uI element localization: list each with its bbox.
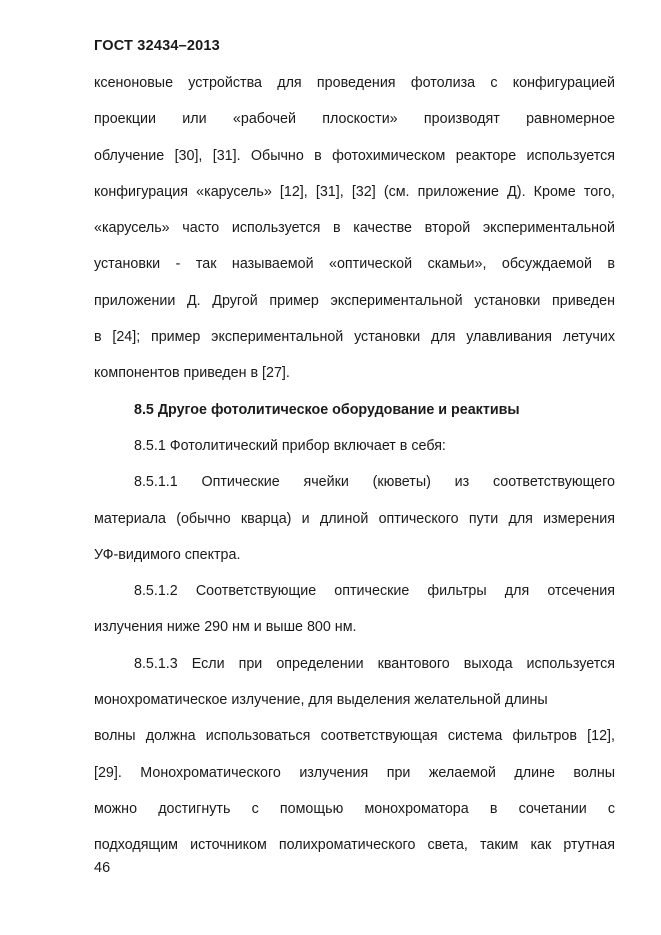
document-body: [94, 65, 615, 864]
text-line: [29]. Монохроматического излучения при желаемой длине волны: [94, 764, 615, 781]
text-line: в [24]; пример экспериментальной установки для улавливания летучих: [94, 329, 615, 346]
page-number: 46: [94, 860, 111, 876]
text-line: 8.5.1.1 Оптические ячейки (кюветы) из соответствующего: [134, 474, 615, 491]
text-line: УФ-видимого спектра.: [94, 546, 241, 563]
text-line: проекции или «рабочей плоскости» производят равномерное: [94, 111, 615, 128]
text-line: облучение [30], [31]. Обычно в фотохимическом реакторе используется: [94, 147, 615, 164]
text-line: 8.5.1.2 Соответствующие оптические фильтры для отсечения: [134, 583, 615, 600]
text-line: волны должна использоваться соответствующая система фильтров [12],: [94, 728, 615, 745]
text-line: компонентов приведен в [27].: [94, 365, 290, 382]
text-line: 8.5.1 Фотолитический прибор включает в себя:: [134, 437, 446, 454]
text-line: материала (обычно кварца) и длиной оптического пути для измерения: [94, 510, 615, 527]
document-header: ГОСТ 32434–2013: [94, 38, 220, 54]
text-line: «карусель» часто используется в качестве второй экспериментальной: [94, 220, 615, 237]
text-line: конфигурация «карусель» [12], [31], [32] (см. приложение Д). Кроме того,: [94, 183, 615, 200]
section-heading: 8.5 Другое фотолитическое оборудование и реактивы: [134, 401, 520, 418]
text-line: можно достигнуть с помощью монохроматора в сочетании с: [94, 800, 615, 817]
text-line: монохроматическое излучение, для выделения желательной длины: [94, 692, 548, 709]
text-line: 8.5.1.3 Если при определении квантового выхода используется: [134, 655, 615, 672]
text-line: установки - так называемой «оптической скамьи», обсуждаемой в: [94, 256, 615, 273]
text-line: излучения ниже 290 нм и выше 800 нм.: [94, 619, 357, 636]
text-line: подходящим источником полихроматического света, таким как ртутная: [94, 837, 615, 854]
text-line: ксеноновые устройства для проведения фотолиза с конфигурацией: [94, 75, 615, 91]
text-line: приложении Д. Другой пример экспериментальной установки приведен: [94, 292, 615, 309]
